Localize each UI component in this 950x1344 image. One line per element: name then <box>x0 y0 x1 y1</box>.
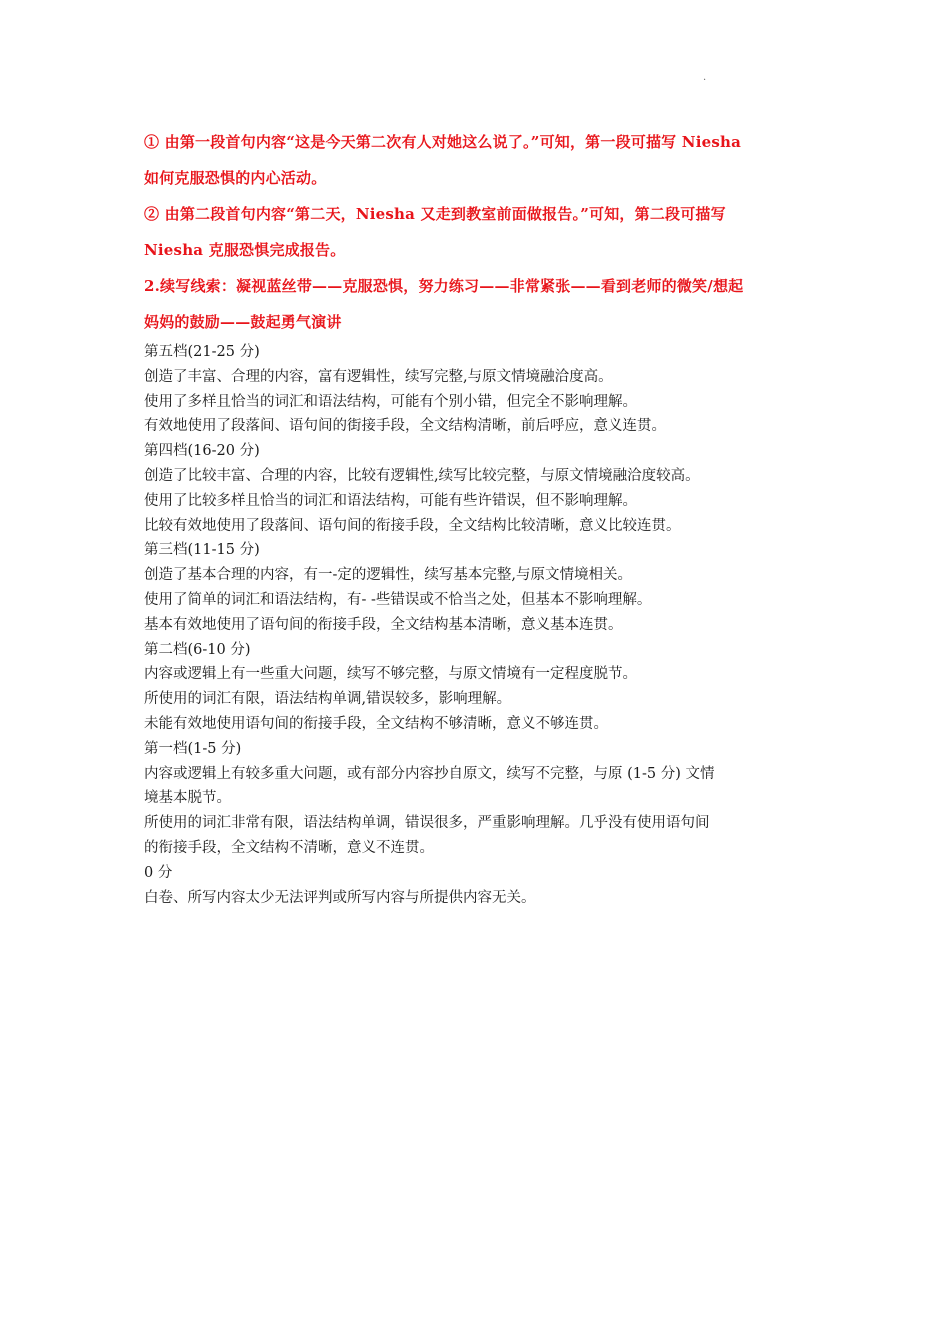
rubric-line: 内容或逻辑上有较多重大问题，或有部分内容抄自原文，续写不完整，与原 (1-5 分) 文情 <box>144 765 715 782</box>
rubric-line: 创造了基本合理的内容，有一-定的逻辑性，续写基本完整,与原文情境相关。 <box>144 567 633 584</box>
rubric-line: 基本有效地使用了语句间的衔接手段，全文结构基本清晰，意义基本连贯。 <box>144 616 623 633</box>
rubric-line: 创造了丰富、合理的内容，富有逻辑性，续写完整,与原文情境融洽度高。 <box>144 368 613 385</box>
rubric-grade-heading: 0 分 <box>144 864 173 881</box>
rubric-line: 所使用的词汇非常有限，语法结构单调，错误很多，严重影响理解。几乎没有使用语句间 <box>144 815 710 832</box>
analysis-line: Niesha 克服恐惧完成报告。 <box>144 241 346 259</box>
analysis-line: 如何克服恐惧的内心活动。 <box>144 169 327 187</box>
rubric-line: 未能有效地使用语句间的衔接手段，全文结构不够清晰，意义不够连贯。 <box>144 715 608 732</box>
analysis-line: ② 由第二段首句内容“第二天，Niesha 又走到教室前面做报告。”可知，第二段可描写 <box>144 205 726 223</box>
rubric-line: 的衔接手段，全文结构不清晰，意义不连贯。 <box>144 839 434 856</box>
analysis-line: 2.续写线索：凝视蓝丝带——克服恐惧，努力练习——非常紧张——看到老师的微笑/想起 <box>144 277 744 295</box>
rubric-grade-heading: 第一档(1-5 分) <box>144 740 242 757</box>
scoring-rubric <box>144 340 814 910</box>
writing-analysis <box>144 124 812 340</box>
rubric-line: 使用了多样且恰当的词汇和语法结构，可能有个别小错，但完全不影响理解。 <box>144 393 637 410</box>
page-marker: . <box>703 72 707 83</box>
rubric-line: 比较有效地使用了段落间、语句间的衔接手段，全文结构比较清晰，意义比较连贯。 <box>144 517 681 534</box>
rubric-grade-heading: 第五档(21-25 分) <box>144 344 260 360</box>
rubric-grade-heading: 第三档(11-15 分) <box>144 542 260 559</box>
rubric-line: 使用了简单的词汇和语法结构，有- -些错误或不恰当之处，但基本不影响理解。 <box>144 591 652 608</box>
rubric-line: 白卷、所写内容太少无法评判或所写内容与所提供内容无关。 <box>144 889 536 906</box>
rubric-grade-heading: 第四档(16-20 分) <box>144 443 260 460</box>
analysis-line: ① 由第一段首句内容“这是今天第二次有人对她这么说了。”可知，第一段可描写 Niesha <box>144 133 742 151</box>
analysis-line: 妈妈的鼓励——鼓起勇气演讲 <box>144 313 342 331</box>
rubric-line: 境基本脱节。 <box>144 790 231 807</box>
rubric-line: 有效地使用了段落间、语句间的街接手段，全文结构清晰，前后呼应，意义连贯。 <box>144 418 666 435</box>
rubric-grade-heading: 第二档(6-10 分) <box>144 641 251 658</box>
rubric-line: 内容或逻辑上有一些重大问题，续写不够完整，与原文情境有一定程度脱节。 <box>144 666 637 683</box>
rubric-line: 使用了比较多样且恰当的词汇和语法结构，可能有些许错误，但不影响理解。 <box>144 492 637 509</box>
rubric-line: 所使用的词汇有限，语法结构单调,错误较多，影响理解。 <box>144 691 512 708</box>
rubric-line: 创造了比较丰富、合理的内容，比较有逻辑性,续写比较完整，与原文情境融洽度较高。 <box>144 467 700 484</box>
